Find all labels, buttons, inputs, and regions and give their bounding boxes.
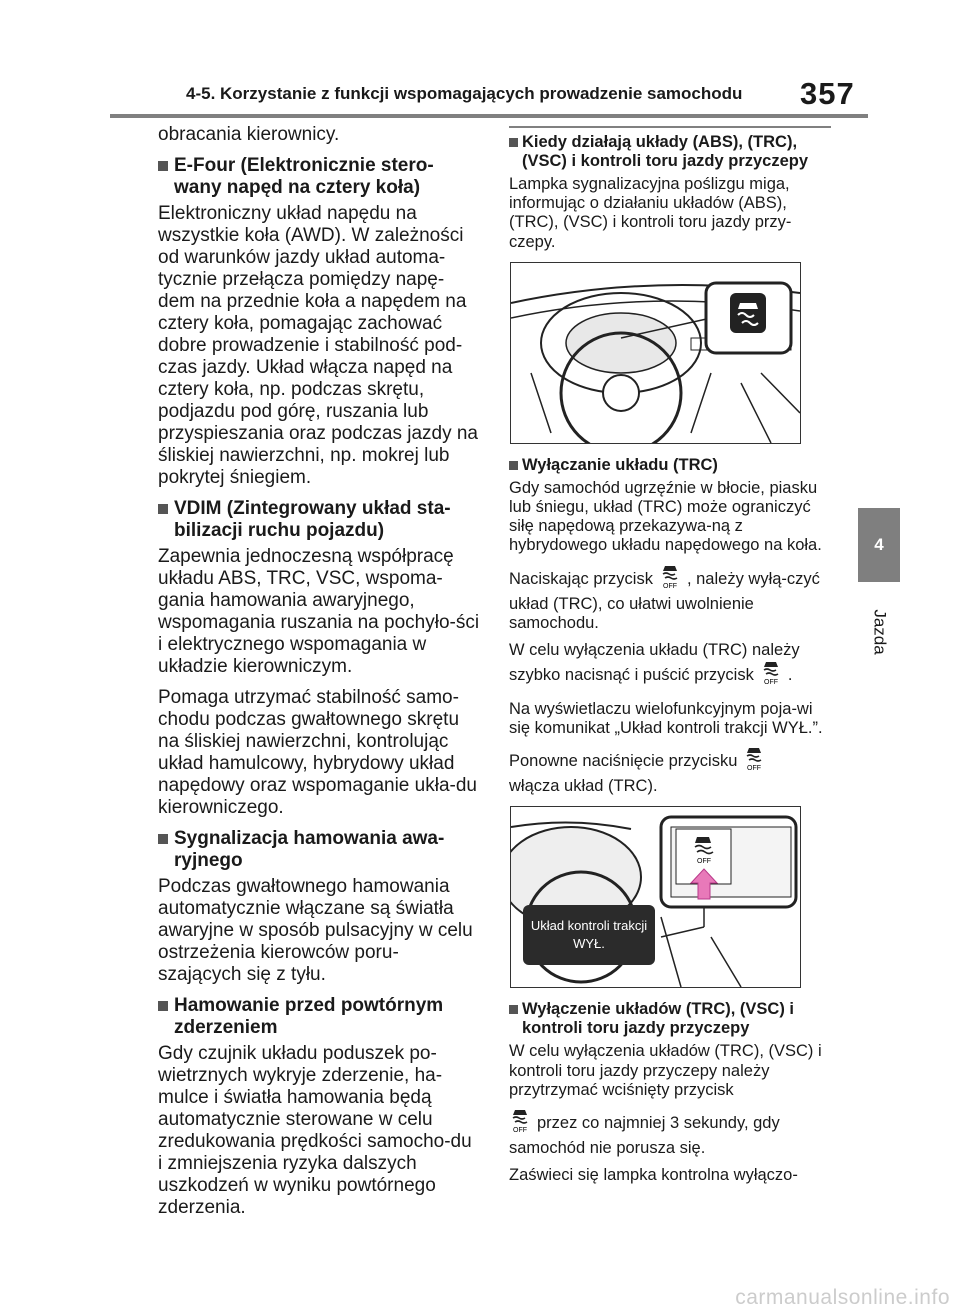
page-number: 357 — [800, 76, 855, 111]
section-heading-trc-vsc-off — [509, 1000, 831, 1038]
off-label: OFF — [697, 858, 711, 866]
intro-text: obracania kierownicy. — [158, 124, 340, 145]
header-title: 4-5. Korzystanie z funkcji wspomagających prowadzenie samochodu — [186, 84, 743, 103]
square-bullet-icon — [158, 161, 168, 171]
heading-text: Hamowanie przed powtórnym zderzeniem — [174, 995, 444, 1038]
heading-text: Wyłączenie układów (TRC), (VSC) i kontroli toru jazdy przyczepy — [522, 1000, 794, 1038]
section-heading-secondary-collision — [158, 995, 480, 1039]
dashboard-illustration — [511, 263, 800, 443]
trc-off-text-3 — [509, 641, 831, 691]
off-label: OFF — [662, 582, 677, 590]
text-fragment: Ponowne naciśnięcie przycisku — [509, 752, 738, 771]
systems-active-text: Lampka sygnalizacyjna poślizgu miga, informując o działaniu układów (ABS), (TRC), (VSC) i kontroli toru jazdy przy-czepy. — [509, 175, 792, 251]
off-label: OFF — [763, 679, 778, 687]
vdim-text-1: Zapewnia jednoczesną współpracę układu ABS, TRC, VSC, wspoma-gania hamowania awaryjnego, wspomagania ruszania na pochyło-ści i elektrycznego wspomagania w układzie kierowniczym. — [158, 546, 480, 677]
chapter-label-text: Jazda — [871, 609, 890, 655]
footer-watermark-url: carmanualsonline.info — [735, 1286, 950, 1309]
vsc-off-button-icon — [743, 746, 765, 777]
trc-vsc-off-text-2 — [509, 1108, 831, 1158]
trc-off-text-4: Na wyświetlaczu wielofunkcyjnym poja-wi się komunikat „Układ kontroli trakcji WYŁ.”. — [509, 699, 823, 737]
trc-off-message-figure — [510, 806, 801, 988]
square-bullet-icon — [509, 138, 518, 147]
emergency-signal-text: Podczas gwałtownego hamowania automatycznie włączane są światła awaryjne w sposób pulsacyjny w celu ostrzeżenia kierowców poru-szających się z tyłu. — [158, 876, 473, 985]
heading-text: Kiedy działają układy (ABS), (TRC), (VSC) i kontroli toru jazdy przyczepy — [522, 133, 809, 170]
vsc-off-button-icon — [659, 564, 681, 595]
trc-vsc-off-text-3: Zaświeci się lampka kontrolna wyłączo- — [509, 1166, 798, 1185]
vsc-off-button-icon — [509, 1108, 531, 1139]
trc-off-text-5 — [509, 746, 831, 796]
dashboard-slip-indicator-figure — [510, 262, 801, 444]
off-label: OFF — [513, 1127, 527, 1135]
vsc-off-button-icon — [760, 660, 782, 691]
square-bullet-icon — [158, 504, 168, 514]
text-fragment: W celu wyłączenia układu (TRC) należy szybko nacisnąć i puścić przycisk — [509, 641, 800, 685]
section-heading-emergency-signal — [158, 828, 480, 872]
off-label: OFF — [747, 765, 762, 773]
section-heading-vdim — [158, 498, 480, 542]
trc-off-message — [523, 905, 655, 965]
message-line-2: WYŁ. — [573, 936, 605, 952]
heading-text: E-Four (Elektronicznie stero-wany napęd na cztery koła) — [174, 155, 434, 198]
text-fragment: . — [787, 666, 793, 685]
trc-off-text-1: Gdy samochód ugrzęźnie w błocie, piasku lub śniegu, układ (TRC) może ograniczyć siłę napędową przekazywa-ną z hybrydowego układu napędowego na koła. — [509, 478, 822, 555]
trc-off-text-2 — [509, 564, 831, 634]
square-bullet-icon — [158, 1001, 168, 1011]
section-heading-trc-off — [509, 456, 831, 475]
slip-indicator-icon — [730, 293, 766, 333]
efour-text: Elektroniczny układ napędu na wszystkie koła (AWD). W zależności od warunków jazdy układ automa-tycznie przełącza pomiędzy napę-dem na przednie koła a napędem na cztery koła, pomagając zachować dobre prowadzenie i stabilność pod-czas jazdy. Układ włącza napęd na cztery koła, np. podczas skrętu, podjazdu pod górę, ruszania lub przyspieszania oraz podczas jazdy na śliskiej nawierzchni, np. mokrej lub pokrytej śniegiem. — [158, 203, 479, 488]
chapter-label — [868, 596, 892, 668]
section-heading-systems-active — [509, 126, 831, 171]
vdim-text-2: Pomaga utrzymać stabilność samo-chodu podczas gwałtownego skrętu na śliskiej nawierzchni, kontrolując układ hamulcowy, hybrydowy układ napędowy oraz wspomaganie ukła-du kierowniczego. — [158, 687, 477, 818]
header-rule — [110, 114, 868, 118]
chapter-tab: 4 — [858, 508, 900, 582]
square-bullet-icon — [158, 834, 168, 844]
heading-text: VDIM (Zintegrowany układ sta-bilizacji ruchu pojazdu) — [174, 498, 451, 541]
message-line-1: Układ kontroli trakcji — [530, 918, 648, 934]
text-fragment: przez co najmniej 3 sekundy, gdy samochód nie porusza się. — [509, 1114, 780, 1158]
section-heading-efour — [158, 155, 480, 199]
secondary-collision-text: Gdy czujnik układu poduszek po-wietrznych wykryje zderzenie, ha-mulce i światła hamowania będą automatycznie sterowane w celu zredukowania prędkości samocho-du i zmniejszenia ryzyka dalszych uszkodzeń w wyniku powtórnego zderzenia. — [158, 1043, 472, 1218]
right-column — [509, 124, 831, 1194]
left-column — [158, 124, 480, 1228]
text-fragment: , należy wyłą-czyć układ (TRC), co ułatwi uwolnienie samochodu. — [509, 569, 820, 633]
heading-text: Wyłączanie układu (TRC) — [522, 455, 718, 474]
text-fragment: włącza układ (TRC). — [509, 777, 658, 796]
heading-text: Sygnalizacja hamowania awa-ryjnego — [174, 828, 445, 871]
text-fragment: Naciskając przycisk — [509, 569, 653, 588]
square-bullet-icon — [509, 461, 518, 470]
square-bullet-icon — [509, 1005, 518, 1014]
trc-vsc-off-text-1: W celu wyłączenia układów (TRC), (VSC) i kontroli toru jazdy przyczepy należy przytrzymać wciśnięty przycisk — [509, 1042, 822, 1099]
